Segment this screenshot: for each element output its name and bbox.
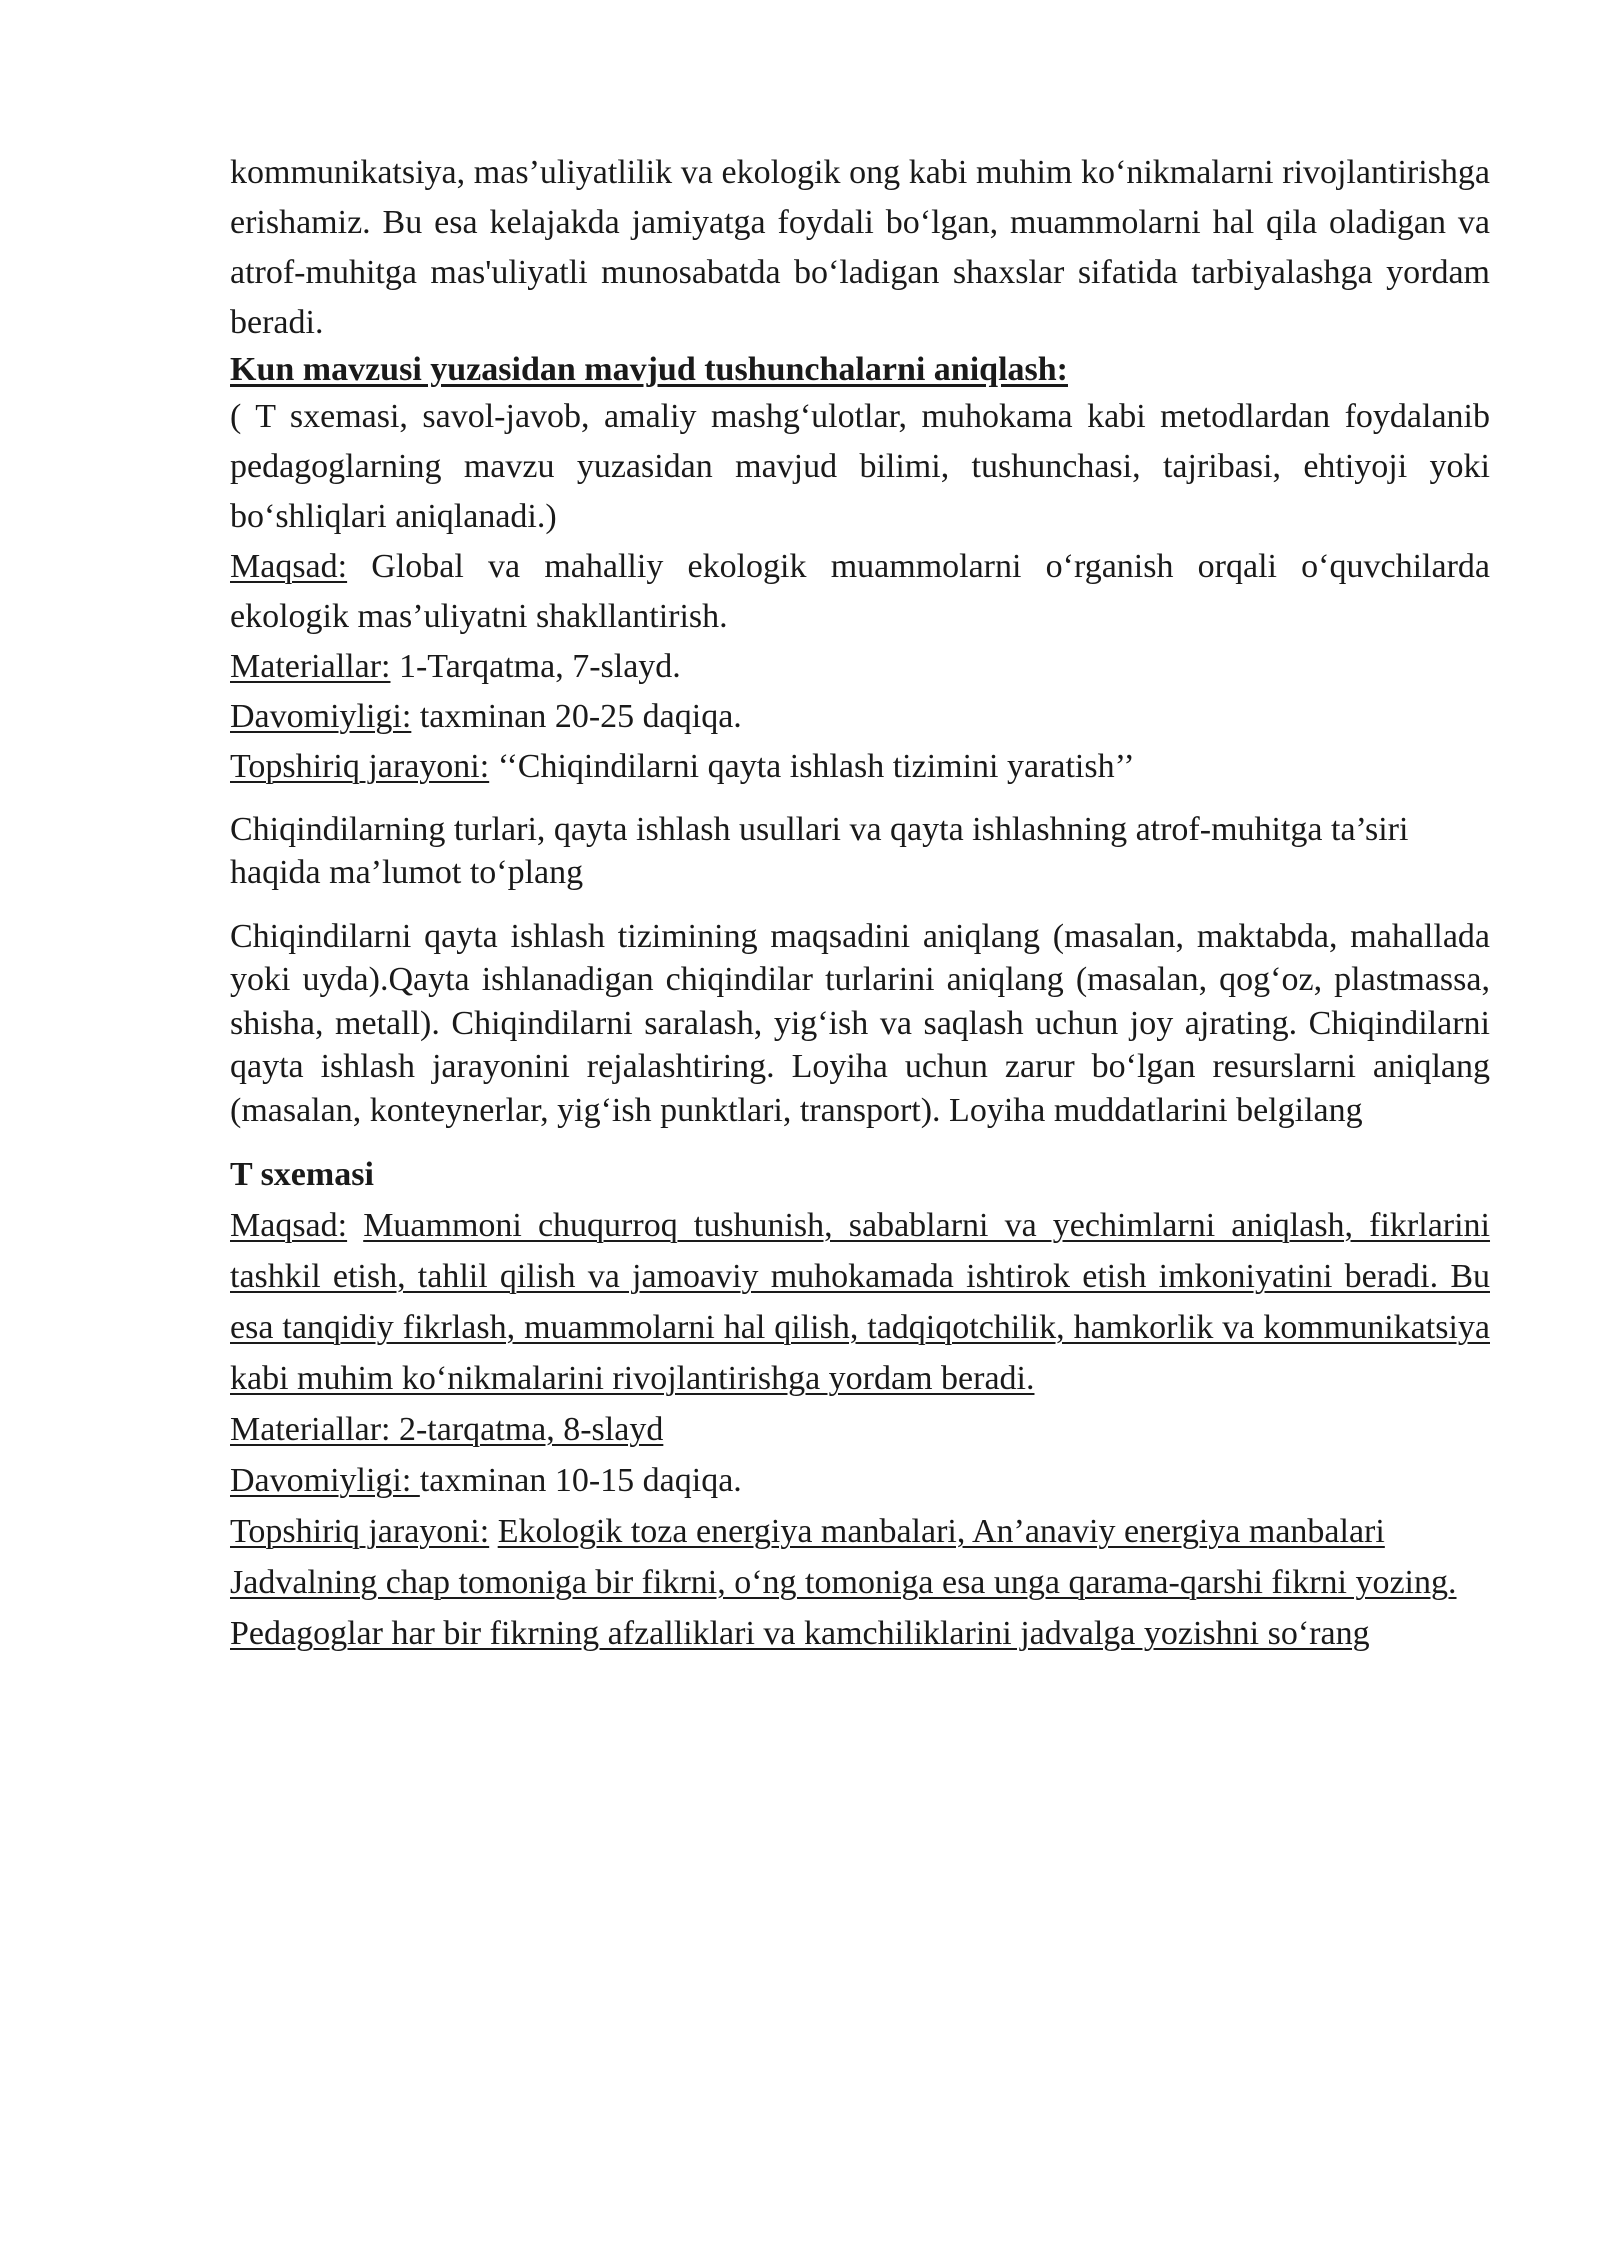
s1-topshiriq [230, 742, 1490, 792]
s1-davomiyligi-text: taxminan 20-25 daqiqa. [411, 697, 742, 735]
section-heading-t-scheme: T sxemasi [230, 1156, 374, 1193]
s2-instruction-1-text: Jadvalning chap tomoniga bir fikrni, o‘ng tomoniga esa unga qarama-qarshi fikrni yozing. [230, 1564, 1457, 1601]
intro-paragraph: kommunikatsiya, mas’uliyatlilik va ekologik ong kabi muhim ko‘nikmalarni rivojlantirishga erishamiz. Bu esa kelajakda jamiyatga foydali bo‘lgan, muammolarni hal qila oladigan va atrof-muhitga mas'uliyatli munosabatda bo‘ladigan shaxslar sifatida tarbiyalashga yordam beradi. [230, 154, 1490, 341]
s1-maqsad-label: Maqsad: [230, 547, 348, 585]
s2-topshiriq-label: Topshiriq jarayoni: [230, 1513, 490, 1550]
document-page [230, 148, 1490, 1659]
s2-materiallar-text: Materiallar: 2-tarqatma, 8-slayd [230, 1411, 664, 1448]
s2-instruction-1 [230, 1557, 1490, 1608]
heading-text: Kun mavzusi yuzasidan mavjud tushunchalarni aniqlash: [230, 351, 1068, 388]
s1-davomiyligi [230, 692, 1490, 742]
s1-topshiriq-label: Topshiriq jarayoni: [230, 747, 490, 785]
s2-davomiyligi-text: taxminan 10-15 daqiqa. [419, 1462, 742, 1499]
s1-topshiriq-text: ‘‘Chiqindilarni qayta ishlash tizimini yaratish’’ [489, 747, 1135, 785]
s2-maqsad-text: Muammoni chuqurroq tushunish, sabablarni va yechimlarni aniqlash, fikrlarini tashkil etish, tahlil qilish va jamoaviy muhokamada ishtirok etish imkoniyatini beradi. Bu esa tanqidiy fikrlash, muammolarni hal qilish, tadqiqotchilik, hamkorlik va kommunikatsiya kabi muhim ko‘nikmalarini rivojlantirishga yordam beradi. [230, 1207, 1491, 1397]
s1-maqsad [230, 542, 1490, 642]
s1-davomiyligi-label: Davomiyligi: [230, 697, 412, 735]
waste-info-paragraph: Chiqindilarning turlari, qayta ishlash usullari va qayta ishlashning atrof-muhitga ta’siri haqida ma’lumot to‘plang [230, 810, 1409, 891]
s2-davomiyligi [230, 1455, 1490, 1506]
s1-maqsad-text: Global va mahalliy ekologik muammolarni o‘rganish orqali o‘quvchilarda ekologik mas’uliyatni shakllantirish. [230, 547, 1490, 635]
s2-maqsad [230, 1200, 1490, 1404]
methods-paragraph: ( T sxemasi, savol-javob, amaliy mashg‘ulotlar, muhokama kabi metodlardan foydalanib pedagoglarning mavzu yuzasidan mavjud bilimi, tushunchasi, tajribasi, ehtiyoji yoki bo‘shliqlari aniqlanadi.) [230, 397, 1490, 535]
s2-materiallar [230, 1404, 1490, 1455]
s1-materiallar [230, 642, 1490, 692]
section-heading-concepts [230, 348, 1490, 392]
s2-instruction-2-text: Pedagoglar har bir fikrning afzalliklari va kamchiliklarini jadvalga yozishni so‘rang [230, 1615, 1370, 1652]
recycling-plan-paragraph: Chiqindilarni qayta ishlash tizimining maqsadini aniqlang (masalan, maktabda, mahallada yoki uyda).Qayta ishlanadigan chiqindilar turlarini aniqlang (masalan, qog‘oz, plastmassa, shisha, metall). Chiqindilarni saralash, yig‘ish va saqlash uchun joy ajrating. Chiqindilarni qayta ishlash jarayonini rejalashtiring. Loyiha uchun zarur bo‘lgan resurslarni aniqlang (masalan, konteynerlar, yig‘ish punktlari, transport). Loyiha muddatlarini belgilang [230, 917, 1490, 1129]
s2-maqsad-label: Maqsad: [230, 1207, 348, 1244]
s2-topshiriq [230, 1506, 1490, 1557]
s1-materiallar-label: Materiallar: [230, 647, 391, 685]
s2-topshiriq-text: Ekologik toza energiya manbalari, An’anaviy energiya manbalari [497, 1513, 1385, 1550]
s1-materiallar-text: 1-Tarqatma, 7-slayd. [390, 647, 681, 685]
s2-instruction-2 [230, 1608, 1490, 1659]
s2-davomiyligi-label: Davomiyligi: [230, 1462, 420, 1499]
